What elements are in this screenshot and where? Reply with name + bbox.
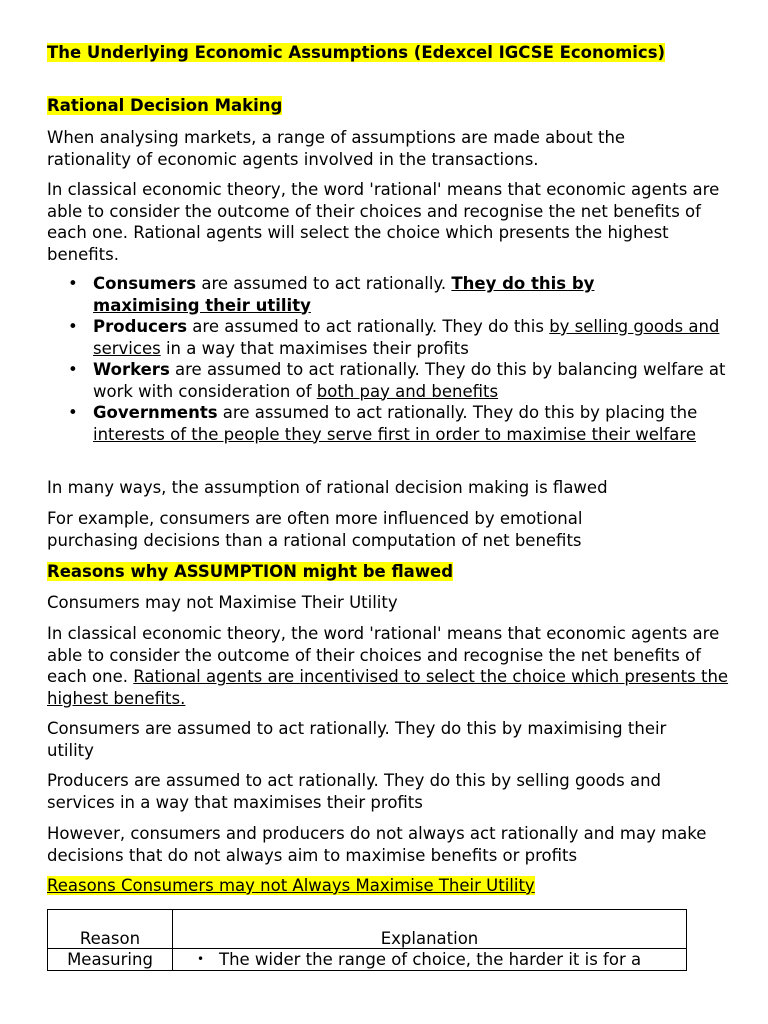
section-heading-reasons-consumers bbox=[47, 875, 738, 897]
paragraph-not-always-rational: However, consumers and producers do not always act rationally and may make decisions that do not always aim to maximise benefits or profits bbox=[47, 824, 707, 865]
section-heading-text: Reasons why ASSUMPTION might be flawed bbox=[47, 562, 454, 581]
bullet-underlined-text: both pay and benefits bbox=[316, 381, 499, 401]
column-header-reason: Reason bbox=[48, 910, 173, 949]
table-header-row bbox=[48, 910, 687, 949]
document-title bbox=[47, 42, 738, 64]
agents-bullet-list bbox=[47, 273, 728, 445]
table-cell-reason: Measuring bbox=[48, 949, 173, 971]
paragraph-emotional-purchasing: For example, consumers are often more influenced by emotional purchasing decisions than a rational computation of net benefits bbox=[47, 509, 583, 550]
bullet-term: Consumers bbox=[93, 274, 197, 293]
bullet-dot-icon: • bbox=[68, 317, 78, 336]
bullet-consumers: • Consumers are assumed to act rationally. They do this by maximising their utility bbox=[68, 274, 595, 315]
bullet-term: Workers bbox=[93, 360, 170, 379]
paragraph-assumption-flawed: In many ways, the assumption of rational decision making is flawed bbox=[47, 478, 608, 497]
bullet-dot-icon: • bbox=[68, 403, 78, 422]
section-heading-text: Rational Decision Making bbox=[47, 96, 283, 115]
bullet-governments: • Governments are assumed to act rationally. They do this by placing the interests of the people they serve first in order to maximise their welfare bbox=[68, 403, 698, 444]
table-cell-explanation: • The wider the range of choice, the harder it is for a bbox=[173, 949, 687, 971]
reasons-table bbox=[47, 909, 687, 971]
bullet-underlined-text: by selling goods and services bbox=[93, 317, 720, 358]
section-heading-rational-decision-making bbox=[47, 95, 738, 117]
column-header-explanation: Explanation bbox=[173, 910, 687, 949]
paragraph-producers-rational: Producers are assumed to act rationally. They do this by selling goods and services in a way that maximises their profits bbox=[47, 771, 662, 812]
section-heading-reasons-flawed bbox=[47, 561, 738, 583]
paragraph-consumers-may-not: Consumers may not Maximise Their Utility bbox=[47, 593, 398, 612]
bullet-workers: • Workers are assumed to act rationally. They do this by balancing welfare at work with consideration of both pay and benefits bbox=[68, 360, 726, 401]
paragraph-rational-incentivised: In classical economic theory, the word 'rational' means that economic agents are able to consider the outcome of their choices and recognise the net benefits of each one. Rational agents are incentivised to select the choice which presents the highest benefits. bbox=[47, 624, 729, 708]
bullet-term: Producers bbox=[93, 317, 188, 336]
bullet-underlined-text: They do this by maximising their utility bbox=[93, 274, 595, 315]
bullet-dot-icon: • bbox=[197, 952, 205, 966]
paragraph-consumers-rational: Consumers are assumed to act rationally. They do this by maximising their utility bbox=[47, 719, 667, 760]
paragraph-markets-assumptions: When analysing markets, a range of assumptions are made about the rationality of economic agents involved in the transactions. bbox=[47, 128, 626, 169]
section-heading-text: Reasons Consumers may not Always Maximise Their Utility bbox=[47, 876, 535, 895]
title-text: The Underlying Economic Assumptions (Edexcel IGCSE Economics) bbox=[47, 43, 666, 62]
table-row bbox=[48, 949, 687, 971]
bullet-producers: • Producers are assumed to act rationally. They do this by selling goods and services in a way that maximises their profits bbox=[68, 317, 720, 358]
bullet-dot-icon: • bbox=[68, 360, 78, 379]
paragraph-rational-definition: In classical economic theory, the word 'rational' means that economic agents are able to consider the outcome of their choices and recognise the net benefits of each one. Rational agents will select the choice which presents the highest benefits. bbox=[47, 180, 720, 264]
bullet-dot-icon: • bbox=[68, 274, 78, 293]
underlined-sentence: Rational agents are incentivised to select the choice which presents the highest benefits. bbox=[47, 667, 729, 708]
bullet-term: Governments bbox=[93, 403, 218, 422]
bullet-underlined-text: interests of the people they serve first in order to maximise their welfare bbox=[93, 424, 696, 444]
